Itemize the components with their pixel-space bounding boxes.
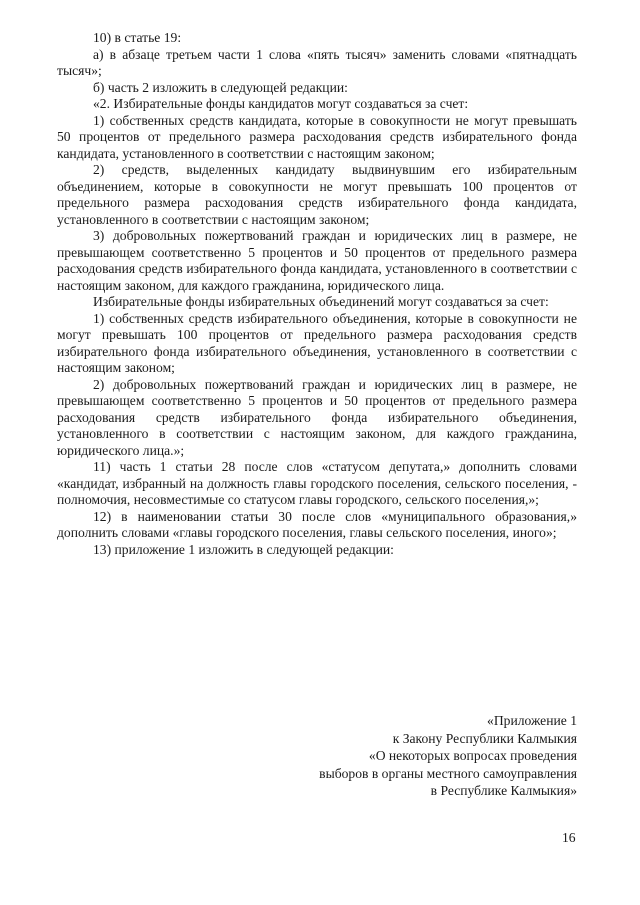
paragraph-item-a: а) в абзаце третьем части 1 слова «пять тысяч» заменить словами «пятнадцать тысяч»;: [57, 46, 577, 78]
paragraph-article-30: 12) в наименовании статьи 30 после слов «муниципального образования,» дополнить словами «главы городского поселения, главы сельского поселения, иного»;: [57, 508, 577, 540]
paragraph-candidate-donations: 3) добровольных пожертвований граждан и юридических лиц в размере, не превышающем соответственно 5 процентов и 50 процентов от предельного размера расходования средств избирательного фонда кандидата, установленного в соответствии с настоящим законом, для каждого гражданина, юридического лица.: [57, 228, 577, 293]
paragraph-candidate-own-funds: 1) собственных средств кандидата, которые в совокупности не могут превышать 50 процентов от предельного размера расходования средств избирательного фонда кандидата, установленного в соответствии с настоящим законом;: [57, 112, 577, 161]
document-body: [57, 30, 577, 558]
paragraph-candidate-party-funds: 2) средств, выделенных кандидату выдвинувшим его избирательным объединением, которые в совокупности не могут превышать 100 процентов от предельного размера расходования средств избирательного фонда кандидата, установленного в соответствии с настоящим законом;: [57, 162, 577, 227]
paragraph-article-28: 11) часть 1 статьи 28 после слов «статусом депутата,» дополнить словами «кандидат, избранный на должность главы городского поселения, сельского поселения, - полномочия, несовместимые со статусом главы городского, сельского поселения,»;: [57, 459, 577, 507]
page-number: 16: [562, 830, 576, 845]
appendix-line: «О некоторых вопросах проведения: [368, 748, 577, 764]
paragraph-item-b: б) часть 2 изложить в следующей редакции:: [93, 79, 348, 95]
paragraph-party-own-funds: 1) собственных средств избирательного объединения, которые в совокупности не могут превышать 100 процентов от предельного размера расходования средств избирательного фонда избирательного объединения, установленного в соответствии с настоящим законом;: [57, 310, 577, 375]
paragraph-party-donations: 2) добровольных пожертвований граждан и юридических лиц в размере, не превышающем соответственно 5 процентов и 50 процентов от предельного размера расходования средств избирательного фонда избирательного объединения, установленного в соответствии с настоящим законом, для каждого гражданина, юридического лица.»;: [57, 376, 577, 458]
appendix-line: к Закону Республики Калмыкия: [392, 730, 577, 746]
appendix-line: «Приложение 1: [487, 713, 577, 728]
paragraph-part-2-intro: «2. Избирательные фонды кандидатов могут создаваться за счет:: [93, 96, 469, 111]
appendix-line: в Республике Калмыкия»: [430, 783, 577, 799]
appendix-line: выборов в органы местного самоуправления: [319, 765, 577, 781]
appendix-header: [319, 712, 577, 800]
paragraph-appendix-1: 13) приложение 1 изложить в следующей редакции:: [93, 541, 394, 557]
paragraph-article-19: 10) в статье 19:: [93, 30, 182, 45]
paragraph-party-funds-intro: Избирательные фонды избирательных объединений могут создаваться за счет:: [93, 294, 549, 309]
